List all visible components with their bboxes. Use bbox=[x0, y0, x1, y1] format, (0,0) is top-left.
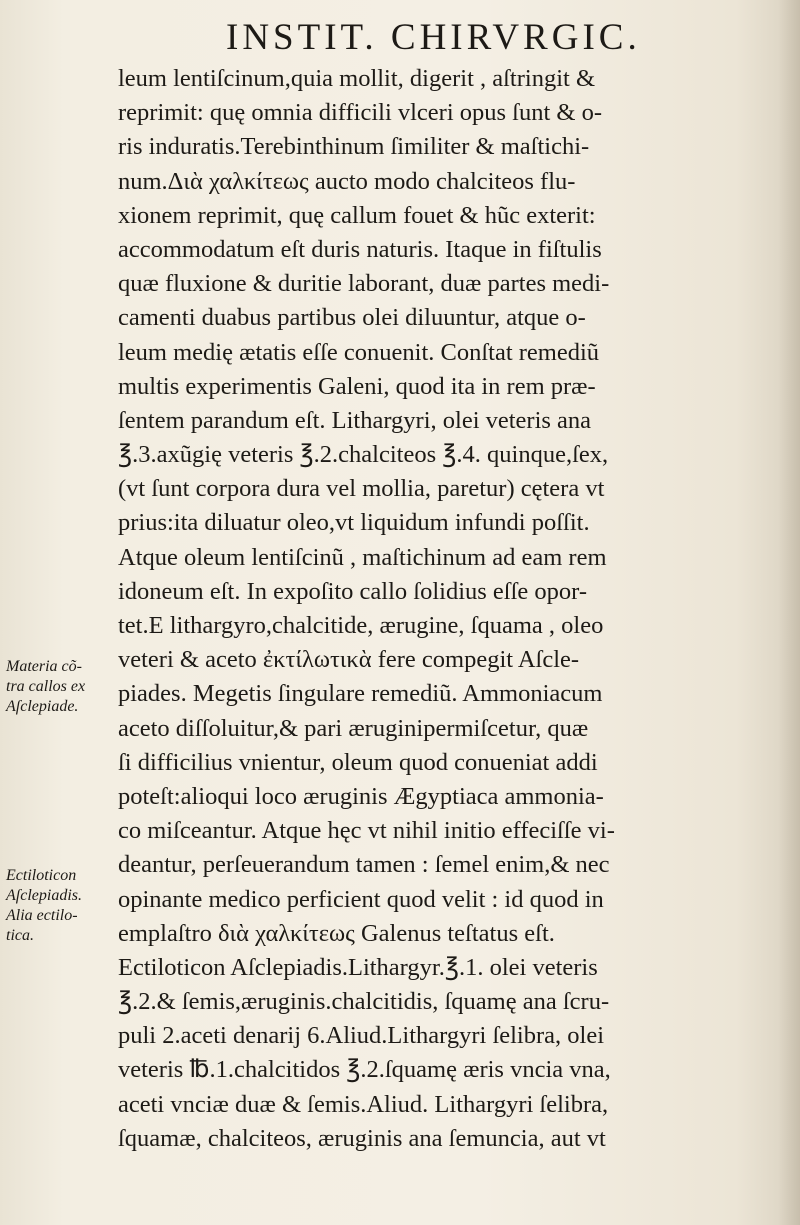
text-line: reprimit: quę omnia difficili vlceri opus ſunt & o- bbox=[118, 99, 603, 127]
text-line: aceto diſſoluitur,& pari æruginipermiſcetur, quæ bbox=[118, 714, 589, 742]
text-line: idoneum eſt. In expoſito callo ſolidius eſſe opor- bbox=[118, 577, 587, 605]
margin-note-line: Aſclepiadis. bbox=[6, 887, 82, 904]
text-line: Atque oleum lentiſcinũ , maſtichinum ad eam rem bbox=[118, 543, 607, 571]
margin-note-line: Materia cõ- bbox=[6, 658, 82, 675]
text-line: Ectiloticon Aſclepiadis.Lithargyr.℥.1. olei veteris bbox=[118, 953, 598, 981]
margin-note-line: Ectiloticon bbox=[6, 867, 77, 884]
text-line: multis experimentis Galeni, quod ita in rem præ- bbox=[118, 372, 596, 400]
main-text-block bbox=[118, 62, 794, 1156]
text-line: veteri & aceto ἐκτίλωτικὰ fere compegit Aſcle- bbox=[118, 646, 580, 674]
text-line: ℥.2.& ſemis,æruginis.chalcitidis, ſquamę ana ſcru- bbox=[118, 988, 610, 1016]
text-line: quæ fluxione & duritie laborant, duæ partes medi- bbox=[118, 270, 610, 298]
text-line: leum lentiſcinum,quia mollit, digerit , aſtringit & bbox=[118, 65, 595, 92]
margin-note-materia bbox=[6, 657, 85, 717]
text-line: leum medię ætatis eſſe conuenit. Conſtat remediũ bbox=[118, 338, 600, 366]
margin-note-ectiloticon bbox=[6, 866, 82, 946]
text-line: (vt ſunt corpora dura vel mollia, paretur) cętera vt bbox=[118, 475, 605, 503]
margin-note-line: tra callos ex bbox=[6, 678, 86, 695]
text-line: puli 2.aceti denarij 6.Aliud.Lithargyri ſelibra, olei bbox=[118, 1022, 605, 1050]
margin-note-line: Aſclepiade. bbox=[6, 698, 79, 715]
text-line: aceti vnciæ duæ & ſemis.Aliud. Lithargyri ſelibra, bbox=[118, 1090, 609, 1118]
text-line: camenti duabus partibus olei diluuntur, atque o- bbox=[118, 304, 586, 332]
margin-note-line: Alia ectilo- bbox=[6, 907, 78, 924]
text-line: emplaſtro διὰ χαλκίτεως Galenus teſtatus eſt. bbox=[118, 919, 555, 947]
text-line: xionem reprimit, quę callum fouet & hũc exterit: bbox=[118, 201, 596, 229]
text-line: poteſt:alioqui loco æruginis Ægyptiaca ammonia- bbox=[118, 782, 604, 810]
text-line: num.Διὰ χαλκίτεως aucto modo chalciteos flu- bbox=[118, 167, 576, 195]
text-line: accommodatum eſt duris naturis. Itaque in fiſtulis bbox=[118, 235, 602, 263]
text-line: ris induratis.Terebinthinum ſimiliter & maſtichi- bbox=[118, 133, 590, 161]
running-title: INSTIT. CHIRVRGIC. bbox=[226, 17, 641, 58]
text-line: piades. Megetis ſingulare remediũ. Ammoniacum bbox=[118, 680, 603, 708]
text-line: tet.E lithargyro,chalcitide, ærugine, ſquama , oleo bbox=[118, 612, 604, 639]
text-line: deantur, perſeuerandum tamen : ſemel enim,& nec bbox=[118, 851, 610, 879]
text-line: ℥.3.axũgię veteris ℥.2.chalciteos ℥.4. quinque,ſex, bbox=[118, 441, 609, 469]
text-line: ſentem parandum eſt. Lithargyri, olei veteris ana bbox=[118, 406, 592, 434]
text-line: veteris ℔.1.chalcitidos ℥.2.ſquamę æris vncia vna, bbox=[118, 1056, 611, 1084]
text-line: prius:ita diluatur oleo,vt liquidum infundi poſſit. bbox=[118, 509, 590, 537]
text-line: ſi difficilius vnientur, oleum quod conueniat addi bbox=[118, 748, 598, 776]
text-line: ſquamæ, chalciteos, æruginis ana ſemuncia, aut vt bbox=[118, 1124, 606, 1152]
text-line: co miſceantur. Atque hęc vt nihil initio effeciſſe vi- bbox=[118, 817, 615, 845]
text-line: opinante medico perficient quod velit : id quod in bbox=[118, 885, 604, 913]
margin-note-line: tica. bbox=[6, 927, 34, 944]
